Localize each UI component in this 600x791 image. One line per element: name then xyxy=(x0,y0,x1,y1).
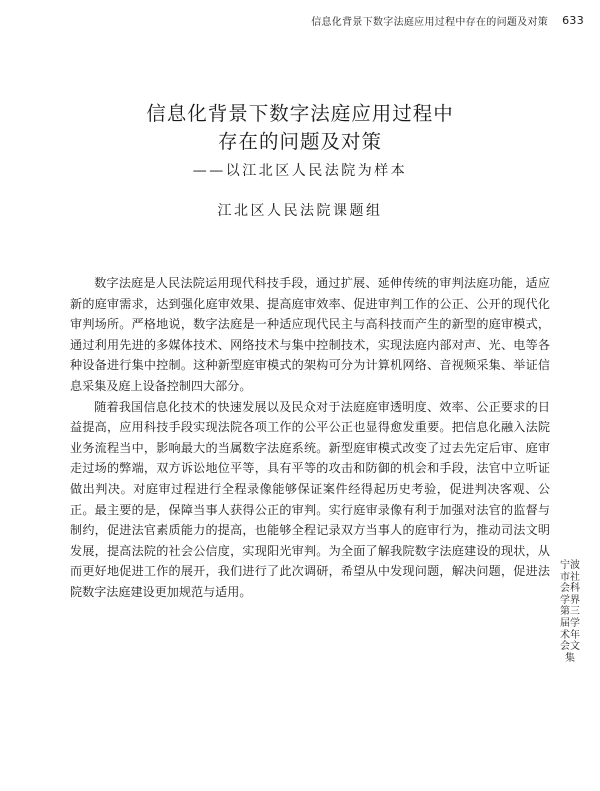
article-body xyxy=(70,273,550,603)
page-number: 633 xyxy=(562,13,584,27)
article-subtitle: ——以江北区人民法院为样本 xyxy=(192,163,408,179)
title-line-1: 信息化背景下数字法庭应用过程中 xyxy=(146,102,454,125)
article-authors: 江北区人民法院课题组 xyxy=(217,203,383,219)
title-line-2: 存在的问题及对策 xyxy=(217,130,382,153)
article-title xyxy=(0,100,600,156)
running-title: 信息化背景下数字法庭应用过程中存在的问题及对策 xyxy=(311,16,549,28)
vertical-margin-note: 宁波市社会科学界第三届学术年会文集 xyxy=(560,560,580,664)
running-header xyxy=(280,12,584,28)
body-paragraph-2: 随着我国信息化技术的快速发展以及民众对于法庭庭审透明度、效率、公正要求的日益提高，应用科技手段实现法院各项工作的公平公正也显得愈发重要。把信息化融入法院业务流程当中，影响最大的当属数字法庭系统。新型庭审模式改变了过去先定后审、庭审走过场的弊端，双方诉讼地位平等，具有平等的攻击和防御的机会和手段，法官中立听证做出判决。对庭审过程进行全程录像能够保证案件经得起历史考验，促进判决客观、公正。最主要的是，保障当事人获得公正的审判。实行庭审录像有利于加强对法官的监督与制约，促进法官素质能力的提高，也能够全程记录双方当事人的庭审行为，推动司法文明发展，提高法院的社会公信度，实现阳光审判。为全面了解我院数字法庭建设的现状，从而更好地促进工作的展开，我们进行了此次调研，希望从中发现问题，解决问题，促进法院数字法庭建设更加规范与适用。 xyxy=(70,399,550,599)
body-paragraph-1: 数字法庭是人民法院运用现代科技手段，通过扩展、延伸传统的审判法庭功能，适应新的庭审需求，达到强化庭审效果、提高庭审效率、促进审判工作的公正、公开的现代化审判场所。严格地说，数字法庭是一种适应现代民主与高科技而产生的新型的庭审模式，通过利用先进的多媒体技术、网络技术与集中控制技术，实现法庭内部对声、光、电等各种设备进行集中控制。这种新型庭审模式的架构可分为计算机网络、音视频采集、举证信息采集及庭上设备控制四大部分。 xyxy=(70,276,550,393)
